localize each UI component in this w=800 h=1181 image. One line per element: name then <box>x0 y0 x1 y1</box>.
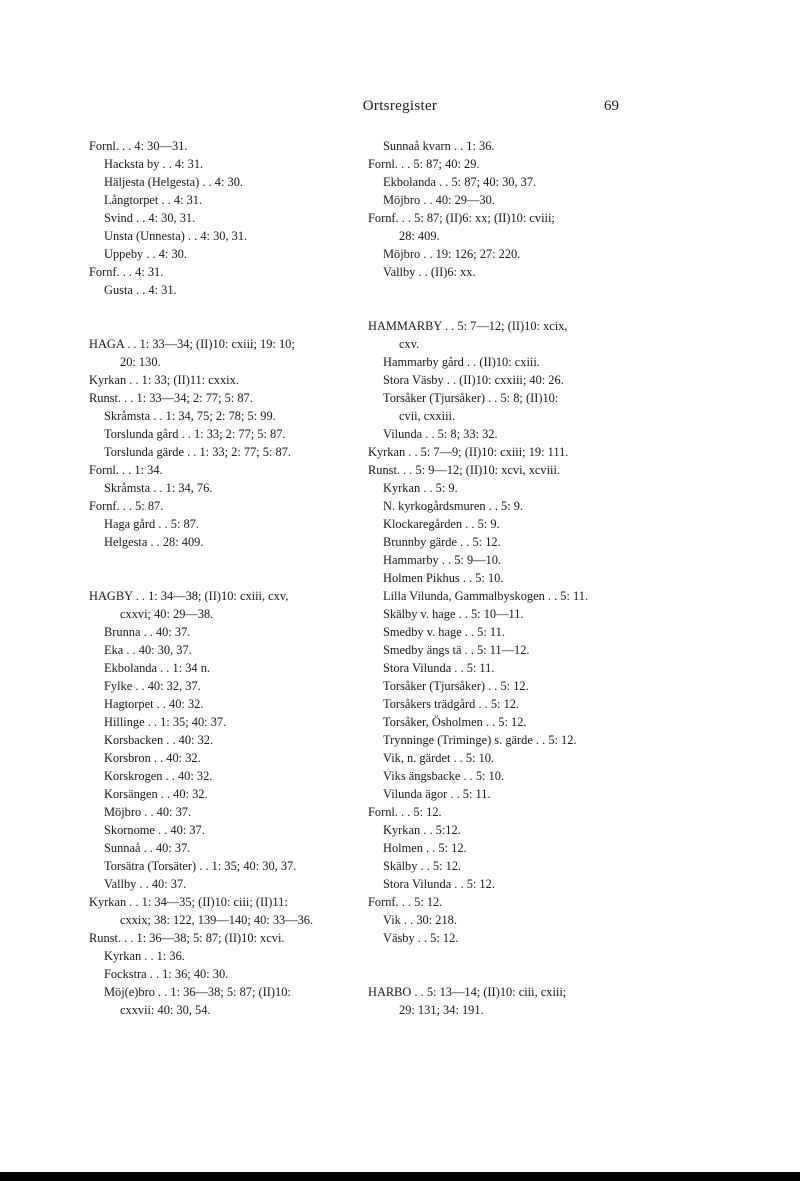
left-index-column <box>89 137 357 1019</box>
index-entry <box>368 965 630 983</box>
index-continuation: 29: 131; 34: 191. <box>399 1003 484 1017</box>
index-entry <box>89 569 357 587</box>
index-entry: Fornl. . . 4: 30—31. <box>89 139 188 153</box>
index-subentry: Svind . . 4: 30, 31. <box>104 211 196 225</box>
index-entry: HAGBY . . 1: 34—38; (II)10: cxiii, cxv, <box>89 589 289 603</box>
page-number: 69 <box>604 98 619 114</box>
index-subentry: Ekbolanda . . 5: 87; 40: 30, 37. <box>383 175 537 189</box>
index-subentry: Kyrkan . . 5:12. <box>383 823 461 837</box>
index-entry: Runst. . . 5: 9—12; (II)10: xcvi, xcviii. <box>368 463 561 477</box>
index-subentry: Torsåker, Ösholmen . . 5: 12. <box>383 715 527 729</box>
index-subentry: Gusta . . 4: 31. <box>104 283 177 297</box>
index-entry <box>89 551 357 569</box>
index-subentry: Smedby ängs tä . . 5: 11—12. <box>383 643 530 657</box>
index-subentry: Möj(e)bro . . 1: 36—38; 5: 87; (II)10: <box>104 985 291 999</box>
index-subentry: Vallby . . 40: 37. <box>104 877 187 891</box>
index-subentry: Brunna . . 40: 37. <box>104 625 191 639</box>
index-subentry: Ekbolanda . . 1: 34 n. <box>104 661 210 675</box>
index-subentry: Kyrkan . . 1: 36. <box>104 949 185 963</box>
index-subentry: Sunnaå kvarn . . 1: 36. <box>383 139 495 153</box>
index-subentry: Haga gård . . 5: 87. <box>104 517 199 531</box>
index-subentry: Smedby v. hage . . 5: 11. <box>383 625 505 639</box>
index-subentry: Fylke . . 40: 32, 37. <box>104 679 201 693</box>
index-entry: Runst. . . 1: 36—38; 5: 87; (II)10: xcvi. <box>89 931 285 945</box>
index-subentry: Helgesta . . 28: 409. <box>104 535 204 549</box>
index-subentry: Väsby . . 5: 12. <box>383 931 459 945</box>
index-subentry: Sunnaå . . 40: 37. <box>104 841 191 855</box>
index-continuation: cvii, cxxiii. <box>399 409 456 423</box>
index-subentry: Hillinge . . 1: 35; 40: 37. <box>104 715 227 729</box>
index-entry <box>368 281 630 299</box>
index-subentry: N. kyrkogårdsmuren . . 5: 9. <box>383 499 524 513</box>
index-entry: Fornf. . . 5: 87; (II)6: xx; (II)10: cviii; <box>368 211 555 225</box>
index-subentry: Häljesta (Helgesta) . . 4: 30. <box>104 175 244 189</box>
index-subentry: Vilunda ägor . . 5: 11. <box>383 787 491 801</box>
index-entry: Fornl. . . 5: 12. <box>368 805 442 819</box>
index-subentry: Vilunda . . 5: 8; 33: 32. <box>383 427 498 441</box>
index-entry: Kyrkan . . 1: 34—35; (II)10: ciii; (II)11: <box>89 895 288 909</box>
index-subentry: Lilla Vilunda, Gammalbyskogen . . 5: 11. <box>383 589 589 603</box>
index-entry <box>368 947 630 965</box>
index-subentry: Möjbro . . 19: 126; 27: 220. <box>383 247 521 261</box>
index-subentry: Unsta (Unnesta) . . 4: 30, 31. <box>104 229 248 243</box>
index-continuation: 28: 409. <box>399 229 440 243</box>
index-subentry: Trynninge (Triminge) s. gärde . . 5: 12. <box>383 733 577 747</box>
index-subentry: Torsätra (Torsäter) . . 1: 35; 40: 30, 37. <box>104 859 297 873</box>
index-subentry: Möjbro . . 40: 29—30. <box>383 193 495 207</box>
index-subentry: Kyrkan . . 5: 9. <box>383 481 458 495</box>
index-subentry: Viks ängsbacke . . 5: 10. <box>383 769 505 783</box>
index-subentry: Långtorpet . . 4: 31. <box>104 193 203 207</box>
index-entry <box>89 317 357 335</box>
index-entry: HAMMARBY . . 5: 7—12; (II)10: xcix, <box>368 319 568 333</box>
scan-bottom-edge <box>0 1172 800 1181</box>
index-subentry: Stora Vilunda . . 5: 11. <box>383 661 495 675</box>
index-subentry: Torsåkers trädgård . . 5: 12. <box>383 697 520 711</box>
index-subentry: Skälby . . 5: 12. <box>383 859 462 873</box>
index-entry: HARBO . . 5: 13—14; (II)10: ciii, cxiii; <box>368 985 567 999</box>
index-entry: Kyrkan . . 5: 7—9; (II)10: cxiii; 19: 111. <box>368 445 569 459</box>
index-subentry: Skråmsta . . 1: 34, 76. <box>104 481 213 495</box>
index-subentry: Hagtorpet . . 40: 32. <box>104 697 204 711</box>
index-subentry: Torsåker (Tjursåker) . . 5: 8; (II)10: <box>383 391 559 405</box>
index-subentry: Hammarby gård . . (II)10: cxiii. <box>383 355 540 369</box>
index-subentry: Skälby v. hage . . 5: 10—11. <box>383 607 524 621</box>
index-entry <box>368 299 630 317</box>
index-continuation: cxxvi; 40: 29—38. <box>120 607 214 621</box>
index-subentry: Skornome . . 40: 37. <box>104 823 205 837</box>
index-subentry: Uppeby . . 4: 30. <box>104 247 187 261</box>
index-subentry: Brunnby gärde . . 5: 12. <box>383 535 501 549</box>
right-index-column <box>368 137 630 1019</box>
index-continuation: cxv. <box>399 337 420 351</box>
index-subentry: Korskrogen . . 40: 32. <box>104 769 213 783</box>
index-entry: Fornf. . . 5: 87. <box>89 499 164 513</box>
index-subentry: Holmen Pikhus . . 5: 10. <box>383 571 504 585</box>
index-continuation: cxxvii: 40: 30, 54. <box>120 1003 211 1017</box>
index-subentry: Stora Väsby . . (II)10: cxxiii; 40: 26. <box>383 373 564 387</box>
index-subentry: Fockstra . . 1: 36; 40: 30. <box>104 967 229 981</box>
index-subentry: Klockaregården . . 5: 9. <box>383 517 500 531</box>
index-entry: Fornl. . . 1: 34. <box>89 463 163 477</box>
index-subentry: Torslunda gärde . . 1: 33; 2: 77; 5: 87. <box>104 445 292 459</box>
index-entry: Fornf. . . 4: 31. <box>89 265 164 279</box>
index-subentry: Torslunda gård . . 1: 33; 2: 77; 5: 87. <box>104 427 286 441</box>
index-subentry: Vik, n. gärdet . . 5: 10. <box>383 751 495 765</box>
index-entry: Kyrkan . . 1: 33; (II)11: cxxix. <box>89 373 239 387</box>
index-entry <box>89 299 357 317</box>
index-subentry: Vallby . . (II)6: xx. <box>383 265 476 279</box>
index-subentry: Möjbro . . 40: 37. <box>104 805 192 819</box>
index-subentry: Eka . . 40: 30, 37. <box>104 643 192 657</box>
index-entry: Runst. . . 1: 33—34; 2: 77; 5: 87. <box>89 391 253 405</box>
index-subentry: Hacksta by . . 4: 31. <box>104 157 204 171</box>
index-subentry: Holmen . . 5: 12. <box>383 841 467 855</box>
index-subentry: Korsängen . . 40: 32. <box>104 787 208 801</box>
index-subentry: Stora Vilunda . . 5: 12. <box>383 877 495 891</box>
index-subentry: Hammarby . . 5: 9—10. <box>383 553 502 567</box>
page-header-title: Ortsregister <box>362 98 438 114</box>
index-subentry: Korsbron . . 40: 32. <box>104 751 201 765</box>
index-entry: Fornf. . . 5: 12. <box>368 895 443 909</box>
index-continuation: cxxix; 38: 122, 139—140; 40: 33—36. <box>120 913 314 927</box>
index-subentry: Korsbacken . . 40: 32. <box>104 733 214 747</box>
index-subentry: Torsåker (Tjursåker) . . 5: 12. <box>383 679 529 693</box>
index-entry: Fornl. . . 5: 87; 40: 29. <box>368 157 480 171</box>
index-entry: HAGA . . 1: 33—34; (II)10: cxiii; 19: 10; <box>89 337 295 351</box>
index-subentry: Vik . . 30: 218. <box>383 913 457 927</box>
index-subentry: Skråmsta . . 1: 34, 75; 2: 78; 5: 99. <box>104 409 276 423</box>
index-continuation: 20: 130. <box>120 355 161 369</box>
